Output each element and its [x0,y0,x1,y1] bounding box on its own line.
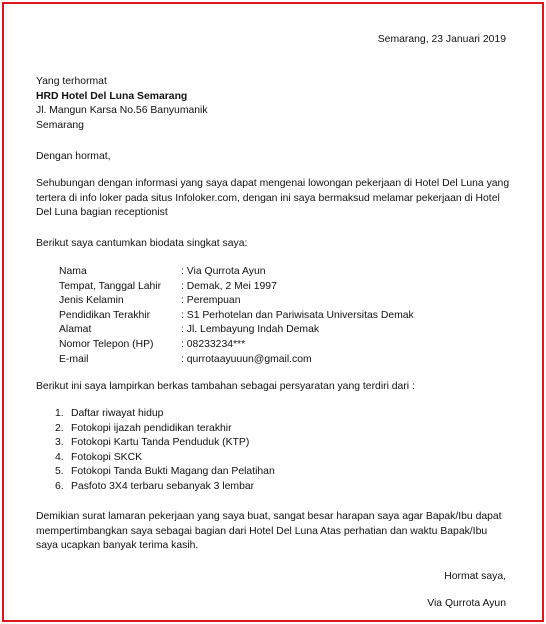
list-number: 1. [55,408,64,419]
biodata-label: Nomor Telepon (HP) [59,338,154,350]
biodata-value: : Perempuan [181,295,241,307]
greeting: Dengan hormat, [36,151,111,162]
recipient-salutation: Yang terhormat [36,76,107,87]
opening-paragraph: Sehubungan dengan informasi yang saya dapat mengenai lowongan pekerjaan di Hotel Del Luna yang tertera di info loker pada situs Infoloker.com, dengan ini saya bermaksud melamar pekerjaan di Hotel Del Luna bagian receptionist [36,178,510,219]
biodata-label: Jenis Kelamin [59,295,124,307]
closing-paragraph: Demikian surat lamaran pekerjaan yang saya buat, sangat besar harapan saya agar Bapak/Ibu dapat mempertimbangkan saya sebagai bagian dari Hotel Del Luna Atas perhatian dan waktu Bapak/Ibu saya ucapkan banyak terima kasih. [36,511,502,552]
list-number: 2. [55,422,64,434]
list-text: Fotokopi SKCK [71,451,143,463]
list-number: 5. [55,466,64,478]
biodata-value: : Demak, 2 Mei 1997 [181,280,277,292]
biodata-value: : Via Qurrota Ayun [181,266,266,277]
list-text: Fotokopi Tanda Bukti Magang dan Pelatihan [71,466,275,478]
recipient-address: Jl. Mangun Karsa No.56 Banyumanik [36,105,208,117]
recipient-block [36,75,208,133]
sign-off: Hormat saya, [444,571,506,582]
recipient-city: Semarang [36,119,84,131]
recipient-name: HRD Hotel Del Luna Semarang [36,90,188,102]
biodata-label: Nama [59,266,87,277]
list-text: Pasfoto 3X4 terbaru sebanyak 3 lembar [71,480,255,492]
biodata-label: Pendidikan Terakhir [59,309,151,321]
list-number: 3. [55,437,64,449]
biodata-label: Tempat, Tanggal Lahir [59,280,162,292]
attachments-intro: Berikut ini saya lampirkan berkas tambahan sebagai persyaratan yang terdiri dari : [36,381,415,392]
list-text: Fotokopi ijazah pendidikan terakhir [71,422,232,434]
biodata-value: : qurrotaayuuun@gmail.com [181,353,312,365]
biodata-value: : Jl. Lembayung Indah Demak [181,324,320,336]
list-number: 4. [55,451,64,463]
biodata-value: : 08233234*** [181,338,246,350]
letter-date: Semarang, 23 Januari 2019 [377,34,506,45]
signer-name: Via Qurrota Ayun [427,598,506,609]
list-text: Fotokopi Kartu Tanda Penduduk (KTP) [71,437,250,449]
biodata-intro: Berikut saya cantumkan biodata singkat saya: [36,238,248,249]
biodata-label: E-mail [59,353,89,365]
biodata-label: Alamat [59,324,92,336]
list-number: 6. [55,480,64,492]
biodata-value: : S1 Perhotelan dan Pariwisata Universitas Demak [181,309,414,321]
list-text: Daftar riwayat hidup [71,408,164,419]
